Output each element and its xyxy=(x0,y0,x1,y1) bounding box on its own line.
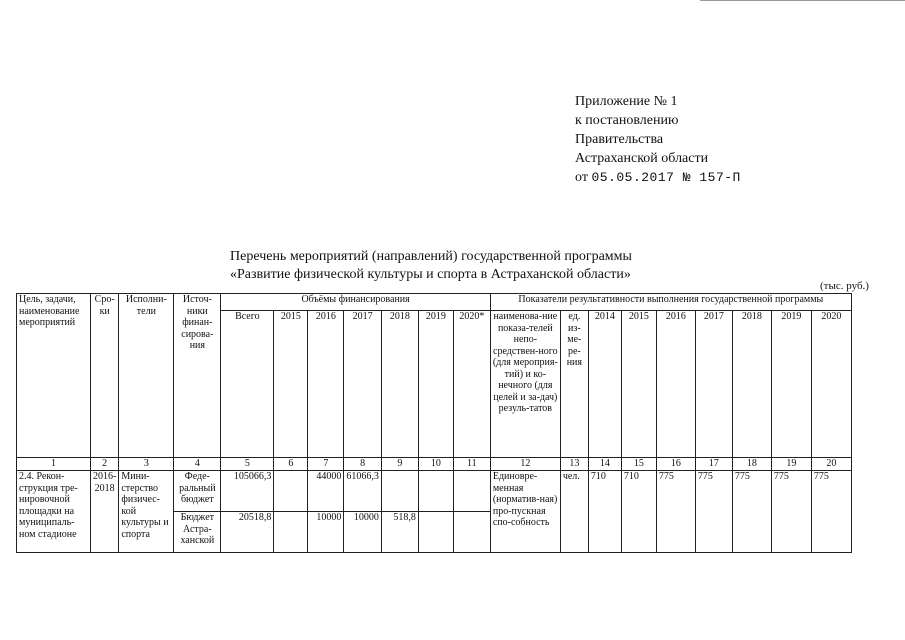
header-ind-2020: 2020 xyxy=(811,311,851,458)
row-ind-2014: 710 xyxy=(588,471,621,553)
appendix-date-value: 05.05.2017 № 157-П xyxy=(591,170,741,185)
document-title xyxy=(230,248,632,284)
header-ind-2019: 2019 xyxy=(771,311,811,458)
column-number-row xyxy=(17,458,852,471)
header-ind-2016: 2016 xyxy=(656,311,695,458)
row-regional-2020 xyxy=(453,512,490,553)
row-ind-2015: 710 xyxy=(621,471,656,553)
row-regional-2019 xyxy=(418,512,453,553)
row-federal-total: 105066,3 xyxy=(221,471,274,512)
measures-table xyxy=(16,293,852,553)
header-funding-group: Объёмы финансирования xyxy=(221,294,491,311)
row-source-regional: Бюджет Астра-ханской xyxy=(174,512,221,553)
column-number: 5 xyxy=(221,458,274,471)
row-indicator-name: Единовре-менная (норматив-ная) про-пускная спо-собность xyxy=(490,471,560,553)
row-unit: чел. xyxy=(560,471,588,553)
row-ind-2017: 775 xyxy=(695,471,732,553)
column-number: 17 xyxy=(695,458,732,471)
appendix-line-4: Астраханской области xyxy=(575,151,709,166)
header-ind-2014: 2014 xyxy=(588,311,621,458)
appendix-header xyxy=(575,92,741,187)
header-ind-2017: 2017 xyxy=(695,311,732,458)
header-goal: Цель, задачи, наименование мероприятий xyxy=(17,294,91,458)
header-sources: Источ-ники финан-сирова-ния xyxy=(174,294,221,458)
row-ind-2020: 775 xyxy=(811,471,851,553)
column-number: 19 xyxy=(771,458,811,471)
column-number: 20 xyxy=(811,458,851,471)
column-number: 13 xyxy=(560,458,588,471)
row-federal-2016: 44000 xyxy=(308,471,344,512)
column-number: 2 xyxy=(91,458,119,471)
row-federal-2017: 61066,3 xyxy=(344,471,382,512)
row-executor: Мини-стерство физичес-кой культуры и спорта xyxy=(119,471,174,553)
title-line-1: Перечень мероприятий (направлений) государственной программы xyxy=(230,249,632,264)
header-funding-2015: 2015 xyxy=(274,311,308,458)
header-ind-2018: 2018 xyxy=(732,311,771,458)
column-number: 14 xyxy=(588,458,621,471)
header-funding-2018: 2018 xyxy=(381,311,418,458)
row-terms: 2016-2018 xyxy=(91,471,119,553)
header-unit: ед. из-ме-ре-ния xyxy=(560,311,588,458)
title-line-2: «Развитие физической культуры и спорта в Астраханской области» xyxy=(230,267,631,282)
appendix-date-line xyxy=(575,168,741,187)
header-indicator-name: наименова-ние показа-телей непо-средствен-ного (для мероприя-тий) и ко-нечного (для целей и за-дач) резуль-татов xyxy=(490,311,560,458)
table-row xyxy=(17,471,852,512)
row-regional-2016: 10000 xyxy=(308,512,344,553)
row-goal: 2.4. Рекон-струкция тре-нировочной площадки на муниципаль-ном стадионе xyxy=(17,471,91,553)
row-regional-2017: 10000 xyxy=(344,512,382,553)
row-federal-2015 xyxy=(274,471,308,512)
column-number: 3 xyxy=(119,458,174,471)
column-number: 8 xyxy=(344,458,382,471)
row-ind-2019: 775 xyxy=(771,471,811,553)
appendix-line-3: Правительства xyxy=(575,132,664,147)
row-ind-2018: 775 xyxy=(732,471,771,553)
row-federal-2019 xyxy=(418,471,453,512)
column-number: 10 xyxy=(418,458,453,471)
column-number: 15 xyxy=(621,458,656,471)
column-number: 12 xyxy=(490,458,560,471)
row-federal-2018 xyxy=(381,471,418,512)
row-regional-2015 xyxy=(274,512,308,553)
appendix-date-prefix: от xyxy=(575,170,588,185)
column-number: 4 xyxy=(174,458,221,471)
row-source-federal: Феде-ральный бюджет xyxy=(174,471,221,512)
column-number: 16 xyxy=(656,458,695,471)
header-terms: Сро-ки xyxy=(91,294,119,458)
header-funding-2016: 2016 xyxy=(308,311,344,458)
header-funding-2017: 2017 xyxy=(344,311,382,458)
row-ind-2016: 775 xyxy=(656,471,695,553)
row-federal-2020 xyxy=(453,471,490,512)
header-funding-2019: 2019 xyxy=(418,311,453,458)
appendix-line-1: Приложение № 1 xyxy=(575,94,678,109)
header-funding-total: Всего xyxy=(221,311,274,458)
column-number: 1 xyxy=(17,458,91,471)
units-label: (тыс. руб.) xyxy=(820,280,869,292)
scan-edge-line xyxy=(700,0,905,1)
column-number: 18 xyxy=(732,458,771,471)
column-number: 9 xyxy=(381,458,418,471)
header-funding-2020: 2020* xyxy=(453,311,490,458)
column-number: 6 xyxy=(274,458,308,471)
header-indicators-group: Показатели результативности выполнения государственной программы xyxy=(490,294,851,311)
header-ind-2015: 2015 xyxy=(621,311,656,458)
appendix-line-2: к постановлению xyxy=(575,113,679,128)
row-regional-total: 20518,8 xyxy=(221,512,274,553)
row-regional-2018: 518,8 xyxy=(381,512,418,553)
header-executors: Исполни-тели xyxy=(119,294,174,458)
column-number: 11 xyxy=(453,458,490,471)
column-number: 7 xyxy=(308,458,344,471)
